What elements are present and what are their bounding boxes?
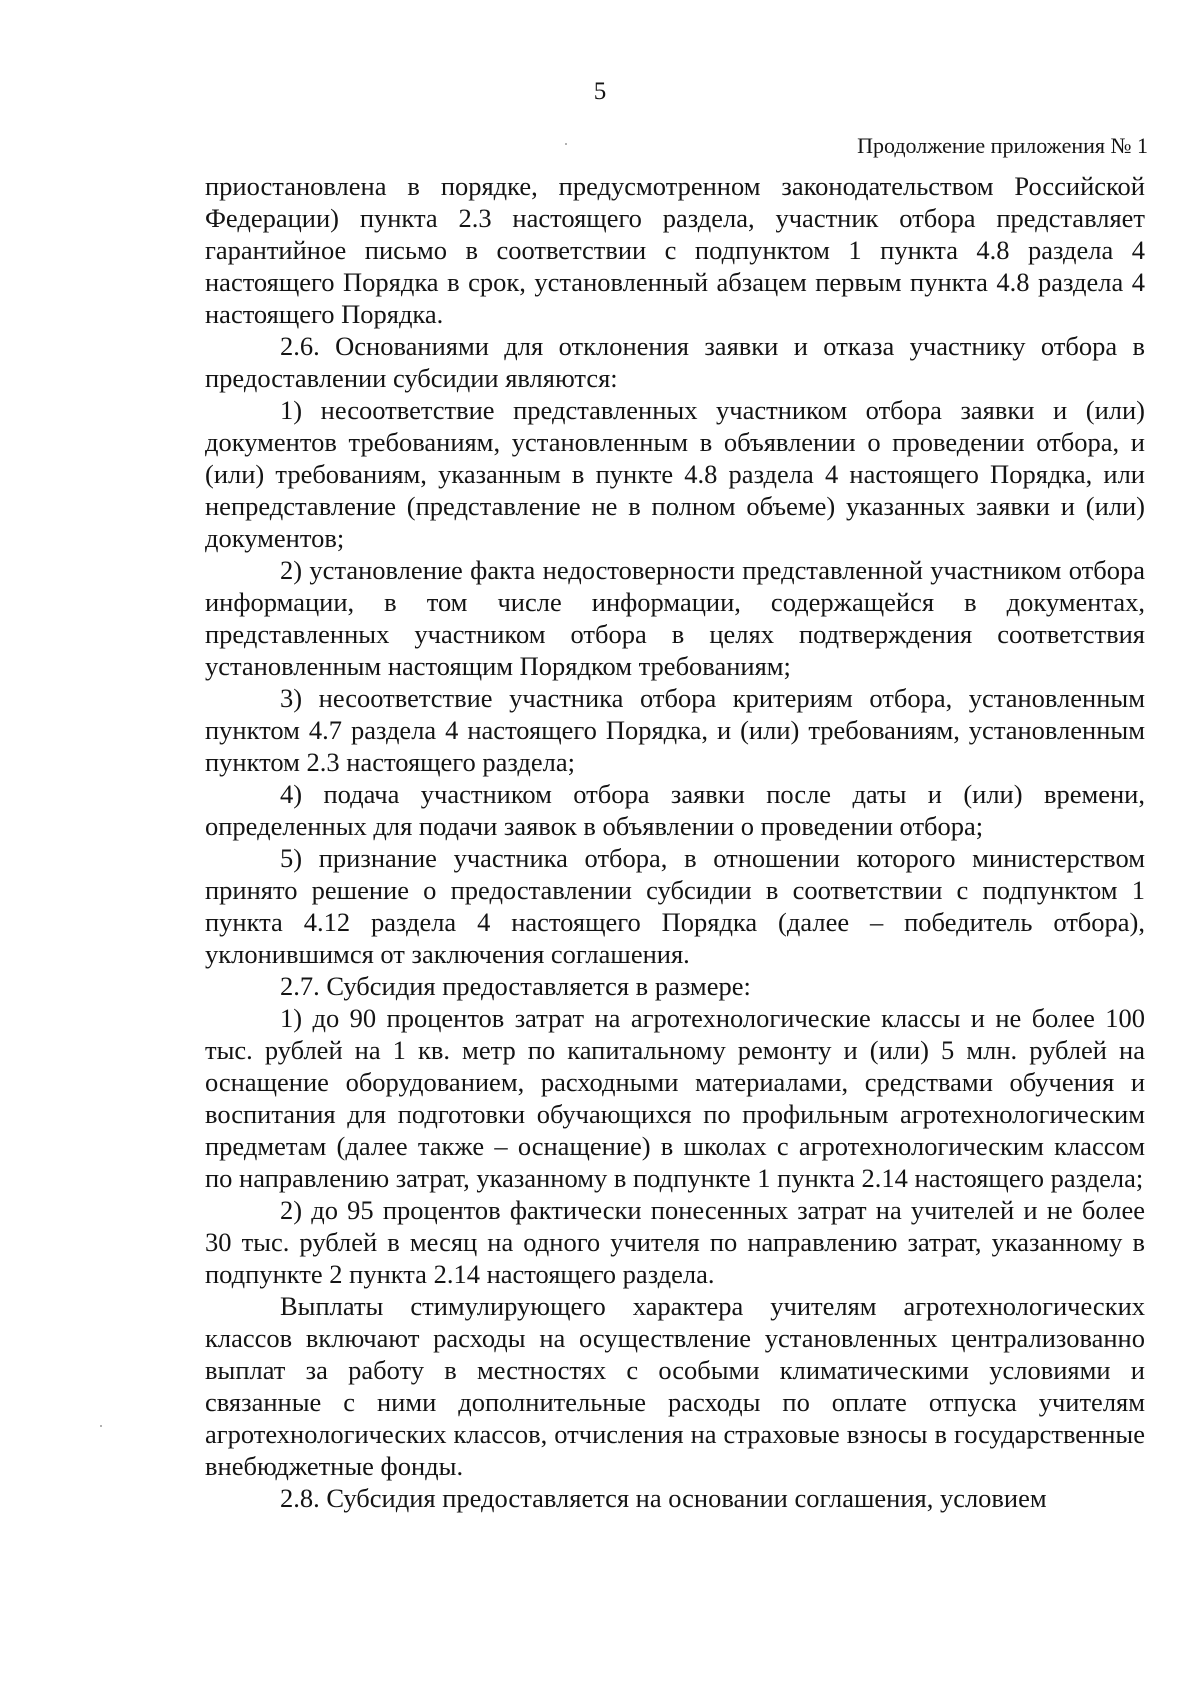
paragraph-2-6-item-2: 2) установление факта недостоверности представленной участником отбора информации, в том числе информации, содержащейся в документах, представленных участником отбора в целях подтверждения соответствия установленным настоящим Порядком требованиям; xyxy=(205,555,1145,681)
scan-speck xyxy=(565,143,567,145)
paragraph-2-6-heading: 2.6. Основаниями для отклонения заявки и отказа участнику отбора в предоставлении субсидии являются: xyxy=(205,331,1145,393)
paragraph-2-8: 2.8. Субсидия предоставляется на основании соглашения, условием xyxy=(280,1483,1047,1513)
paragraph-2-7-heading: 2.7. Субсидия предоставляется в размере: xyxy=(280,971,751,1001)
page-number: 5 xyxy=(593,78,607,105)
paragraph-2-6-item-5: 5) признание участника отбора, в отношении которого министерством принято решение о предоставлении субсидии в соответствии с подпунктом 1 пункта 4.12 раздела 4 настоящего Порядка (далее – победитель отбора), уклонившимся от заключения соглашения. xyxy=(205,843,1145,969)
paragraph-2-7-item-1: 1) до 90 процентов затрат на агротехнологические классы и не более 100 тыс. рублей на 1 кв. метр по капитальному ремонту и (или) 5 млн. рублей на оснащение оборудованием, расходными материалами, средствами обучения и воспитания для подготовки обучающихся по профильным агротехнологическим предметам (далее также – оснащение) в школах с агротехнологическим классом по направлению затрат, указанному в подпункте 1 пункта 2.14 настоящего раздела; xyxy=(205,1003,1145,1193)
paragraph-continuation: приостановлена в порядке, предусмотренном законодательством Российской Федерации) пункта 2.3 настоящего раздела, участник отбора представляет гарантийное письмо в соответствии с подпунктом 1 пункта 4.8 раздела 4 настоящего Порядка в срок, установленный абзацем первым пункта 4.8 раздела 4 настоящего Порядка. xyxy=(205,171,1145,329)
paragraph-incentive-payments: Выплаты стимулирующего характера учителям агротехнологических классов включают расходы на осуществление установленных централизованно выплат за работу в местностях с особыми климатическими условиями и связанные с ними дополнительные расходы по оплате отпуска учителям агротехнологических классов, отчисления на страховые взносы в государственные внебюджетные фонды. xyxy=(205,1291,1145,1481)
paragraph-2-6-item-3: 3) несоответствие участника отбора критериям отбора, установленным пунктом 4.7 раздела 4 настоящего Порядка, и (или) требованиям, установленным пунктом 2.3 настоящего раздела; xyxy=(205,683,1145,777)
appendix-continuation-label: Продолжение приложения № 1 xyxy=(857,133,1148,158)
document-body xyxy=(205,170,1145,1514)
paragraph-2-7-item-2: 2) до 95 процентов фактически понесенных затрат на учителей и не более 30 тыс. рублей в месяц на одного учителя по направлению затрат, указанному в подпункте 2 пункта 2.14 настоящего раздела. xyxy=(205,1195,1145,1289)
paragraph-2-6-item-1: 1) несоответствие представленных участником отбора заявки и (или) документов требованиям, установленным в объявлении о проведении отбора, и (или) требованиям, указанным в пункте 4.8 раздела 4 настоящего Порядка, или непредставление (представление не в полном объеме) указанных заявки и (или) документов; xyxy=(205,395,1145,553)
paragraph-2-6-item-4: 4) подача участником отбора заявки после даты и (или) времени, определенных для подачи заявок в объявлении о проведении отбора; xyxy=(205,779,1145,841)
scan-speck xyxy=(100,1425,102,1427)
